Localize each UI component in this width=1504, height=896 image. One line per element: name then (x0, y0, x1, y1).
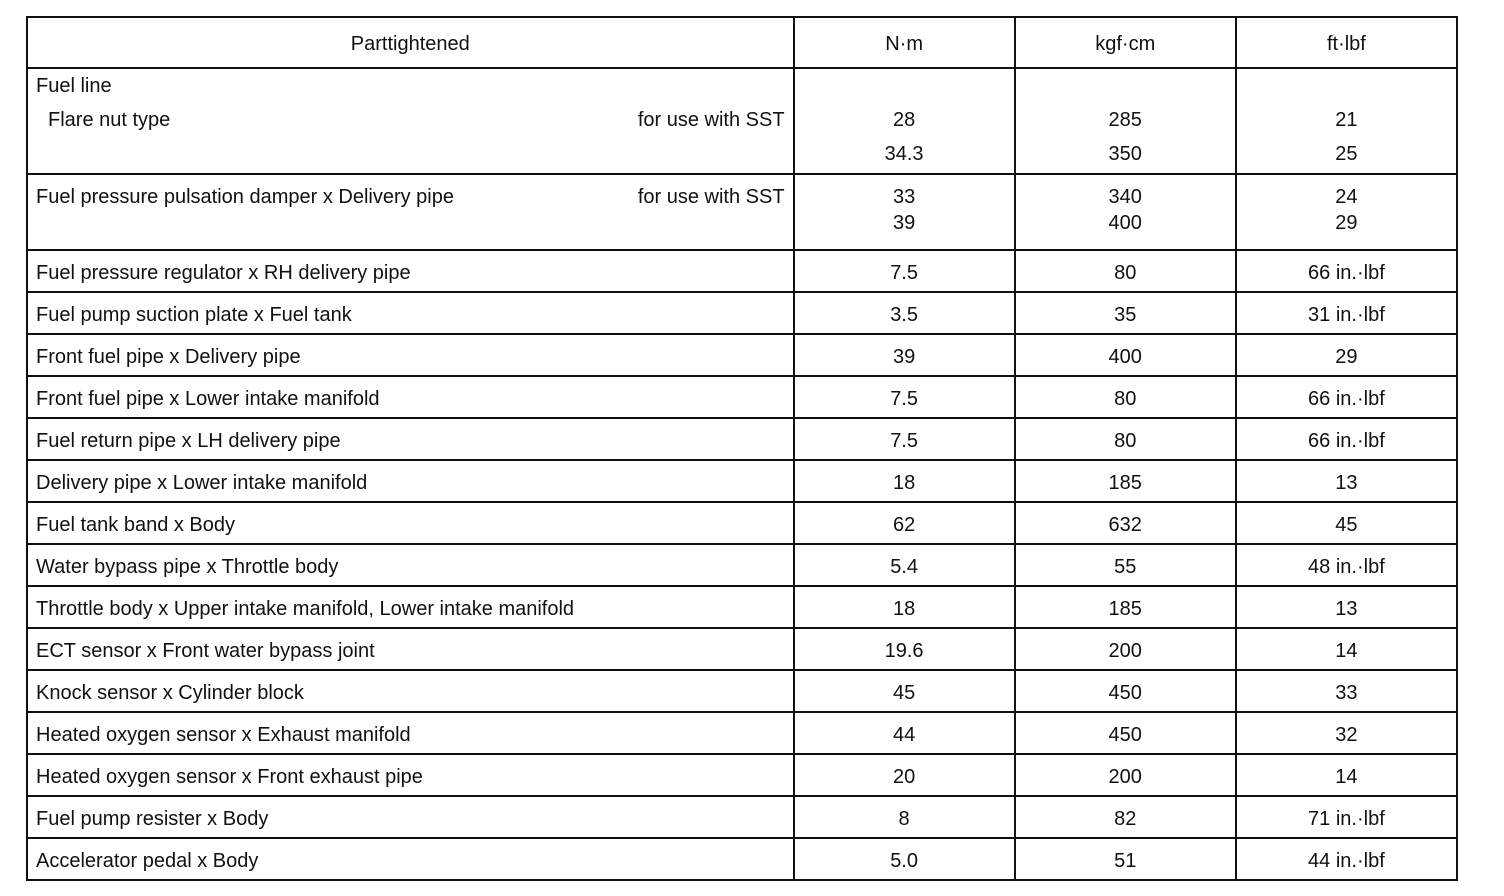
nm-cell (794, 754, 1015, 796)
part-cell (27, 544, 794, 586)
nm-value: 7.5 (890, 430, 918, 452)
kgf-cell (1015, 754, 1236, 796)
ft-value: 29 (1335, 346, 1358, 368)
ft-cell (1236, 544, 1457, 586)
ft-cell (1236, 460, 1457, 502)
part-cell (27, 712, 794, 754)
fuel-line-part-cell (27, 68, 794, 174)
nm-cell (794, 334, 1015, 376)
table-row (27, 418, 1457, 460)
nm-value: 8 (898, 808, 910, 830)
part-cell (27, 796, 794, 838)
nm-value: 7.5 (890, 262, 918, 284)
ft-value: 31 in.·lbf (1308, 304, 1385, 326)
kgf-value: 450 (1108, 682, 1142, 704)
part-cell (27, 670, 794, 712)
kgf-cell (1015, 292, 1236, 334)
damper-subrow (36, 175, 785, 209)
kgf-value: 400 (1108, 346, 1142, 368)
part-label: Fuel pump resister x Body (36, 808, 269, 830)
ft-cell (1236, 670, 1457, 712)
nm-value: 20 (892, 766, 916, 788)
part-label: Heated oxygen sensor x Front exhaust pipe (36, 766, 423, 788)
kgf-cell (1015, 586, 1236, 628)
table-row (27, 544, 1457, 586)
ft-value: 71 in.·lbf (1308, 808, 1385, 830)
header-nm: N·m (794, 17, 1015, 68)
fuel-line-subrow (36, 103, 785, 137)
nm-cell (794, 418, 1015, 460)
nm-cell (794, 712, 1015, 754)
fuel-line-nm-1: 28 (892, 109, 916, 131)
part-cell (27, 376, 794, 418)
damper-nm-cell (794, 174, 1015, 250)
fuel-line-ft-1: 21 (1335, 109, 1358, 131)
part-label: Heated oxygen sensor x Exhaust manifold (36, 724, 411, 746)
damper-kgf-2: 400 (1108, 212, 1142, 234)
table-row (27, 796, 1457, 838)
table-row (27, 838, 1457, 880)
nm-value: 3.5 (890, 304, 918, 326)
fuel-line-kgf-1: 285 (1108, 109, 1142, 131)
part-label: ECT sensor x Front water bypass joint (36, 640, 375, 662)
kgf-value: 80 (1114, 388, 1137, 410)
part-cell (27, 628, 794, 670)
table-row (27, 334, 1457, 376)
header-kgf-cm: kgf·cm (1015, 17, 1236, 68)
kgf-value: 35 (1114, 304, 1137, 326)
kgf-value: 82 (1114, 808, 1137, 830)
part-label: Delivery pipe x Lower intake manifold (36, 472, 368, 494)
ft-value: 13 (1335, 472, 1358, 494)
torque-spec-table (26, 16, 1458, 881)
kgf-cell (1015, 670, 1236, 712)
ft-value: 48 in.·lbf (1308, 556, 1385, 578)
table-row (27, 250, 1457, 292)
part-label: Fuel return pipe x LH delivery pipe (36, 430, 341, 452)
nm-value: 7.5 (890, 388, 918, 410)
part-label: Throttle body x Upper intake manifold, Lower intake manifold (36, 598, 575, 620)
nm-value: 62 (892, 514, 916, 536)
damper-kgf-1: 340 (1108, 186, 1142, 208)
nm-cell (794, 586, 1015, 628)
fuel-line-ft-2: 25 (1335, 143, 1358, 165)
nm-value: 44 (892, 724, 916, 746)
nm-cell (794, 628, 1015, 670)
ft-cell (1236, 628, 1457, 670)
nm-value: 5.4 (890, 556, 918, 578)
nm-cell (794, 292, 1015, 334)
kgf-cell (1015, 334, 1236, 376)
ft-value: 66 in.·lbf (1308, 388, 1385, 410)
ft-cell (1236, 754, 1457, 796)
ft-value: 66 in.·lbf (1308, 262, 1385, 284)
part-cell (27, 502, 794, 544)
table-row (27, 502, 1457, 544)
ft-cell (1236, 250, 1457, 292)
damper-nm-1: 33 (892, 186, 916, 208)
kgf-cell (1015, 712, 1236, 754)
ft-cell (1236, 334, 1457, 376)
ft-cell (1236, 376, 1457, 418)
nm-cell (794, 544, 1015, 586)
fuel-line-nm-2: 34.3 (884, 143, 924, 165)
kgf-cell (1015, 418, 1236, 460)
kgf-cell (1015, 628, 1236, 670)
kgf-cell (1015, 502, 1236, 544)
kgf-value: 185 (1108, 472, 1142, 494)
table-row (27, 460, 1457, 502)
fuel-line-nm-cell (794, 68, 1015, 174)
kgf-value: 80 (1114, 430, 1137, 452)
kgf-value: 80 (1114, 262, 1137, 284)
nm-value: 19.6 (884, 640, 924, 662)
fuel-line-kgf-cell (1015, 68, 1236, 174)
nm-cell (794, 250, 1015, 292)
fuel-line-kgf-2: 350 (1108, 143, 1142, 165)
part-cell (27, 586, 794, 628)
part-cell (27, 838, 794, 880)
fuel-line-note: for use with SST (637, 109, 785, 131)
header-part-tightened: Parttightened (27, 17, 794, 68)
part-cell (27, 460, 794, 502)
fuel-line-ft-cell (1236, 68, 1457, 174)
part-cell (27, 418, 794, 460)
kgf-cell (1015, 250, 1236, 292)
nm-value: 39 (892, 346, 916, 368)
nm-value: 45 (892, 682, 916, 704)
ft-cell (1236, 502, 1457, 544)
nm-cell (794, 502, 1015, 544)
header-ft-lbf: ft·lbf (1236, 17, 1457, 68)
part-label: Front fuel pipe x Lower intake manifold (36, 388, 380, 410)
part-label: Accelerator pedal x Body (36, 850, 259, 872)
part-label: Front fuel pipe x Delivery pipe (36, 346, 301, 368)
table-row (27, 754, 1457, 796)
nm-value: 5.0 (890, 850, 918, 872)
table-row (27, 292, 1457, 334)
damper-kgf-cell (1015, 174, 1236, 250)
nm-cell (794, 838, 1015, 880)
damper-nm-2: 39 (892, 212, 916, 234)
part-label: Fuel pump suction plate x Fuel tank (36, 304, 352, 326)
ft-value: 32 (1335, 724, 1358, 746)
part-cell (27, 754, 794, 796)
kgf-value: 200 (1108, 766, 1142, 788)
table-row (27, 712, 1457, 754)
damper-part-label: Fuel pressure pulsation damper x Delivery pipe (36, 186, 454, 208)
part-cell (27, 334, 794, 376)
ft-value: 13 (1335, 598, 1358, 620)
fuel-line-subtitle: Flare nut type (48, 109, 171, 131)
nm-cell (794, 460, 1015, 502)
ft-value: 44 in.·lbf (1308, 850, 1385, 872)
damper-ft-1: 24 (1335, 186, 1358, 208)
ft-cell (1236, 292, 1457, 334)
kgf-value: 51 (1114, 850, 1137, 872)
nm-value: 18 (892, 472, 916, 494)
ft-value: 14 (1335, 766, 1358, 788)
kgf-value: 450 (1108, 724, 1142, 746)
part-cell (27, 292, 794, 334)
kgf-cell (1015, 460, 1236, 502)
ft-cell (1236, 712, 1457, 754)
part-label: Knock sensor x Cylinder block (36, 682, 304, 704)
part-label: Fuel tank band x Body (36, 514, 236, 536)
nm-value: 18 (892, 598, 916, 620)
nm-cell (794, 796, 1015, 838)
part-label: Fuel pressure regulator x RH delivery pipe (36, 262, 411, 284)
kgf-value: 200 (1108, 640, 1142, 662)
table-row (27, 670, 1457, 712)
ft-cell (1236, 418, 1457, 460)
table-row-fuel-line (27, 68, 1457, 174)
kgf-cell (1015, 376, 1236, 418)
table-row (27, 586, 1457, 628)
kgf-value: 185 (1108, 598, 1142, 620)
ft-value: 14 (1335, 640, 1358, 662)
ft-cell (1236, 796, 1457, 838)
table-row-pulsation-damper (27, 174, 1457, 250)
kgf-cell (1015, 796, 1236, 838)
damper-note: for use with SST (637, 186, 785, 208)
table-row (27, 628, 1457, 670)
kgf-cell (1015, 544, 1236, 586)
table-header-row (27, 17, 1457, 68)
ft-cell (1236, 838, 1457, 880)
ft-value: 33 (1335, 682, 1358, 704)
ft-cell (1236, 586, 1457, 628)
ft-value: 66 in.·lbf (1308, 430, 1385, 452)
damper-part-cell (27, 174, 794, 250)
nm-cell (794, 376, 1015, 418)
fuel-line-title: Fuel line (36, 75, 112, 97)
damper-ft-cell (1236, 174, 1457, 250)
kgf-value: 632 (1108, 514, 1142, 536)
table-row (27, 376, 1457, 418)
ft-value: 45 (1335, 514, 1358, 536)
part-cell (27, 250, 794, 292)
kgf-cell (1015, 838, 1236, 880)
part-label: Water bypass pipe x Throttle body (36, 556, 339, 578)
kgf-value: 55 (1114, 556, 1137, 578)
damper-ft-2: 29 (1335, 212, 1358, 234)
nm-cell (794, 670, 1015, 712)
